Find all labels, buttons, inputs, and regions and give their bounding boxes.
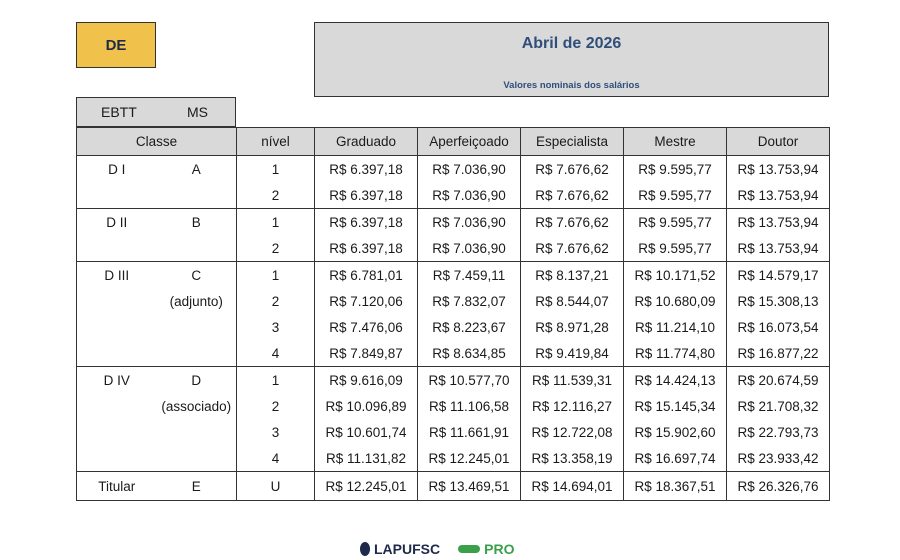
salary-cell: R$ 12.722,08 (521, 419, 624, 445)
salary-cell: R$ 9.419,84 (521, 340, 624, 367)
footer-logos (360, 541, 514, 557)
salary-cell: R$ 6.397,18 (315, 209, 418, 236)
col-header-nivel: nível (237, 128, 315, 156)
apufsc-logo (360, 541, 440, 557)
salary-table (76, 127, 830, 501)
col-header-classe: Classe (77, 128, 237, 156)
salary-cell: R$ 9.616,09 (315, 367, 418, 394)
salary-cell: R$ 10.171,52 (624, 262, 727, 289)
col-header-doutor: Doutor (727, 128, 830, 156)
classe-cell (157, 445, 237, 472)
salary-cell: R$ 14.694,01 (521, 472, 624, 501)
nivel-cell: 2 (237, 182, 315, 209)
nivel-cell: U (237, 472, 315, 501)
group-cell (77, 235, 157, 262)
salary-cell: R$ 13.753,94 (727, 209, 830, 236)
salary-cell: R$ 7.120,06 (315, 288, 418, 314)
classe-cell: A (157, 156, 237, 183)
salary-cell: R$ 7.676,62 (521, 209, 624, 236)
classe-cell (157, 235, 237, 262)
salary-cell: R$ 8.544,07 (521, 288, 624, 314)
salary-cell: R$ 6.397,18 (315, 182, 418, 209)
category-badge: DE (76, 22, 156, 68)
salary-cell: R$ 16.073,54 (727, 314, 830, 340)
table-row (77, 156, 830, 183)
salary-cell: R$ 13.358,19 (521, 445, 624, 472)
apufsc-logo-text: LAPUFSC (374, 541, 441, 557)
classe-cell (157, 419, 237, 445)
classe-cell: (adjunto) (157, 288, 237, 314)
group-cell: D III (77, 262, 157, 289)
classe-cell: E (157, 472, 237, 501)
salary-cell: R$ 11.661,91 (418, 419, 521, 445)
classe-cell: D (157, 367, 237, 394)
salary-cell: R$ 7.676,62 (521, 156, 624, 183)
classe-cell: (associado) (157, 393, 237, 419)
table-row (77, 367, 830, 394)
salary-cell: R$ 7.459,11 (418, 262, 521, 289)
salary-cell: R$ 22.793,73 (727, 419, 830, 445)
salary-cell: R$ 10.601,74 (315, 419, 418, 445)
nivel-cell: 4 (237, 340, 315, 367)
group-cell (77, 340, 157, 367)
nivel-cell: 4 (237, 445, 315, 472)
salary-cell: R$ 11.214,10 (624, 314, 727, 340)
nivel-cell: 2 (237, 393, 315, 419)
salary-cell: R$ 8.634,85 (418, 340, 521, 367)
salary-cell: R$ 13.469,51 (418, 472, 521, 501)
pro-logo-text: PRO (484, 541, 515, 557)
salary-cell: R$ 23.933,42 (727, 445, 830, 472)
salary-cell: R$ 9.595,77 (624, 209, 727, 236)
group-cell (77, 182, 157, 209)
salary-cell: R$ 12.245,01 (315, 472, 418, 501)
salary-cell: R$ 8.223,67 (418, 314, 521, 340)
salary-cell: R$ 10.680,09 (624, 288, 727, 314)
ebtt-label: EBTT (101, 104, 137, 120)
pro-logo (458, 541, 514, 557)
table-row (77, 472, 830, 501)
salary-cell: R$ 10.577,70 (418, 367, 521, 394)
salary-cell: R$ 15.308,13 (727, 288, 830, 314)
salary-cell: R$ 20.674,59 (727, 367, 830, 394)
salary-cell: R$ 11.106,58 (418, 393, 521, 419)
salary-cell: R$ 7.832,07 (418, 288, 521, 314)
col-header-aperfeicoado: Aperfeiçoado (418, 128, 521, 156)
table-row (77, 182, 830, 209)
salary-cell: R$ 26.326,76 (727, 472, 830, 501)
group-cell: D IV (77, 367, 157, 394)
group-cell (77, 445, 157, 472)
nivel-cell: 2 (237, 288, 315, 314)
salary-cell: R$ 7.676,62 (521, 235, 624, 262)
table-row (77, 235, 830, 262)
table-row (77, 419, 830, 445)
classe-cell: B (157, 209, 237, 236)
group-cell (77, 393, 157, 419)
salary-cell: R$ 15.145,34 (624, 393, 727, 419)
salary-cell: R$ 15.902,60 (624, 419, 727, 445)
page-header (314, 22, 829, 97)
nivel-cell: 2 (237, 235, 315, 262)
nivel-cell: 3 (237, 419, 315, 445)
salary-cell: R$ 21.708,32 (727, 393, 830, 419)
salary-cell: R$ 7.036,90 (418, 235, 521, 262)
salary-cell: R$ 6.397,18 (315, 235, 418, 262)
group-cell: D II (77, 209, 157, 236)
salary-cell: R$ 8.137,21 (521, 262, 624, 289)
salary-cell: R$ 8.971,28 (521, 314, 624, 340)
apufsc-mark-icon (360, 542, 370, 556)
salary-cell: R$ 12.245,01 (418, 445, 521, 472)
table-row (77, 340, 830, 367)
page-title: Abril de 2026 (521, 35, 622, 52)
salary-cell: R$ 14.579,17 (727, 262, 830, 289)
salary-cell: R$ 6.781,01 (315, 262, 418, 289)
salary-cell: R$ 16.877,22 (727, 340, 830, 367)
classe-cell: C (157, 262, 237, 289)
classe-cell (157, 340, 237, 367)
salary-cell: R$ 7.036,90 (418, 209, 521, 236)
salary-cell: R$ 13.753,94 (727, 182, 830, 209)
classe-cell (157, 314, 237, 340)
salary-cell: R$ 10.096,89 (315, 393, 418, 419)
salary-cell: R$ 11.774,80 (624, 340, 727, 367)
salary-cell: R$ 9.595,77 (624, 235, 727, 262)
table-row (77, 288, 830, 314)
group-cell: D I (77, 156, 157, 183)
nivel-cell: 1 (237, 156, 315, 183)
nivel-cell: 1 (237, 262, 315, 289)
salary-cell: R$ 12.116,27 (521, 393, 624, 419)
table-row (77, 393, 830, 419)
table-row (77, 445, 830, 472)
nivel-cell: 1 (237, 209, 315, 236)
career-header (76, 97, 236, 127)
salary-cell: R$ 16.697,74 (624, 445, 727, 472)
salary-cell: R$ 7.676,62 (521, 182, 624, 209)
table-row (77, 209, 830, 236)
table-header-row (77, 128, 830, 156)
salary-cell: R$ 13.753,94 (727, 235, 830, 262)
nivel-cell: 3 (237, 314, 315, 340)
col-header-especialista: Especialista (521, 128, 624, 156)
classe-cell (157, 182, 237, 209)
salary-cell: R$ 7.036,90 (418, 182, 521, 209)
salary-cell: R$ 13.753,94 (727, 156, 830, 183)
group-cell (77, 288, 157, 314)
salary-cell: R$ 9.595,77 (624, 182, 727, 209)
group-cell (77, 314, 157, 340)
table-row (77, 262, 830, 289)
nivel-cell: 1 (237, 367, 315, 394)
salary-cell: R$ 14.424,13 (624, 367, 727, 394)
pro-mark-icon (458, 545, 480, 553)
col-header-mestre: Mestre (624, 128, 727, 156)
salary-cell: R$ 11.131,82 (315, 445, 418, 472)
group-cell (77, 419, 157, 445)
salary-cell: R$ 11.539,31 (521, 367, 624, 394)
salary-cell: R$ 9.595,77 (624, 156, 727, 183)
salary-cell: R$ 7.849,87 (315, 340, 418, 367)
col-header-graduado: Graduado (315, 128, 418, 156)
ms-label: MS (187, 104, 208, 120)
salary-cell: R$ 7.476,06 (315, 314, 418, 340)
salary-cell: R$ 18.367,51 (624, 472, 727, 501)
table-row (77, 314, 830, 340)
page-subtitle: Valores nominais dos salários (503, 80, 640, 91)
group-cell: Titular (77, 472, 157, 501)
salary-cell: R$ 7.036,90 (418, 156, 521, 183)
salary-cell: R$ 6.397,18 (315, 156, 418, 183)
